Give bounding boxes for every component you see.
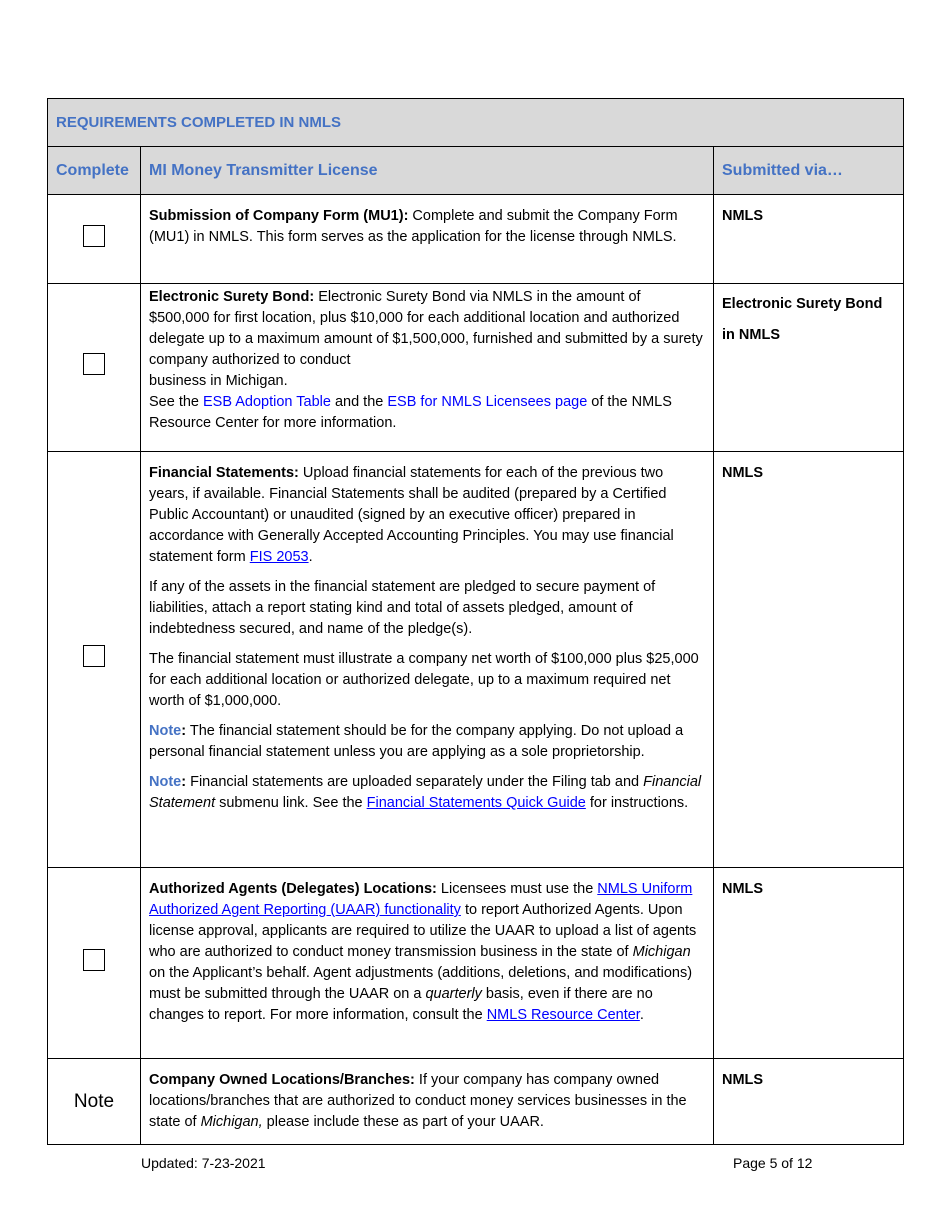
financial-note-1 [149, 721, 705, 763]
financial-para-2: If any of the assets in the financial statement are pledged to secure payment of liabilities, attach a report stating kind and total of assets pledged, amount of indebtedness secured, and name of the pledge(s). [149, 579, 656, 637]
table-row [48, 1059, 904, 1145]
requirement-text: basis, even if there are no changes to report. For more information, consult the [149, 986, 653, 1023]
nmls-resource-center-link[interactable]: NMLS Resource Center [486, 1007, 640, 1023]
requirement-text: Electronic Surety Bond via NMLS in the amount of $500,000 for first location, plus $10,000 for each additional location and authorized delegate up to a maximum amount of $1,500,000, furnished and submitted by a surety company authorized to conduct [149, 289, 703, 368]
complete-cell [48, 284, 141, 452]
via-line-2: in NMLS [722, 327, 780, 343]
financial-para-3: The financial statement must illustrate a company net worth of $100,000 plus $25,000 for each additional location or authorized delegate, up to a maximum required net worth of $1,000,000. [149, 651, 699, 709]
requirement-heading: Authorized Agents (Delegates) Locations: [149, 881, 437, 897]
note-italic: Financial Statement [149, 774, 702, 811]
header-submitted-via: Submitted via… [714, 147, 904, 195]
table-row [48, 868, 904, 1059]
requirement-heading: Financial Statements: [149, 465, 299, 481]
table-title: REQUIREMENTS COMPLETED IN NMLS [48, 99, 904, 147]
note-text: The financial statement should be for the company applying. Do not upload a personal financial statement unless you are applying as a sole proprietorship. [149, 723, 684, 760]
uaar-functionality-link[interactable]: NMLS Uniform Authorized Agent Reporting (UAAR) functionality [149, 881, 693, 918]
italic-state: Michigan, [200, 1114, 263, 1130]
table-title-row [48, 99, 904, 147]
requirement-text: on the Applicant’s behalf. Agent adjustments (additions, deletions, and modifications) must be submitted through the UAAR on a [149, 965, 693, 1002]
esb-licensees-page-link[interactable]: ESB for NMLS Licensees page [387, 394, 588, 410]
note-text: submenu link. See the [215, 795, 367, 811]
financial-statements-quick-guide-link[interactable]: Financial Statements Quick Guide [366, 795, 586, 811]
requirement-heading: Electronic Surety Bond: [149, 289, 315, 305]
note-cell: Note [48, 1059, 141, 1145]
note-colon: : [181, 774, 187, 790]
requirement-heading: Company Owned Locations/Branches: [149, 1072, 415, 1088]
submitted-via-cell: NMLS [714, 195, 904, 284]
table-row [48, 284, 904, 452]
requirements-table [47, 98, 904, 1145]
complete-cell [48, 452, 141, 868]
submitted-via-cell: NMLS [714, 1059, 904, 1145]
footer-page-number: Page 5 of 12 [733, 1155, 813, 1171]
surety-bond-checkbox[interactable] [83, 353, 105, 375]
complete-cell [48, 868, 141, 1059]
table-row [48, 195, 904, 284]
requirement-cell [141, 284, 714, 452]
requirement-cell [141, 195, 714, 284]
mu1-checkbox[interactable] [83, 225, 105, 247]
header-complete: Complete [48, 147, 141, 195]
footer-updated: Updated: 7-23-2021 [141, 1155, 266, 1171]
requirement-text: to report Authorized Agents. Upon license approval, applicants are required to utilize the UAAR to upload a list of agents who are authorized to conduct money transmission business in the state of [149, 902, 697, 960]
requirement-cell [141, 452, 714, 868]
table-row [48, 452, 904, 868]
submitted-via-cell: NMLS [714, 868, 904, 1059]
esb-adoption-table-link[interactable]: ESB Adoption Table [203, 394, 331, 410]
link-joiner: and the [330, 394, 388, 410]
submitted-via-cell [714, 284, 904, 452]
see-prefix: See the [149, 394, 204, 410]
note-colon: : [181, 723, 187, 739]
requirement-cell [141, 1059, 714, 1145]
table-header-row [48, 147, 904, 195]
fis-2053-link[interactable]: FIS 2053 [249, 549, 309, 565]
financial-para-1 [149, 463, 705, 568]
period: . [308, 549, 313, 565]
requirement-cell [141, 868, 714, 1059]
submitted-via-cell: NMLS [714, 452, 904, 868]
italic-quarterly: quarterly [425, 986, 482, 1002]
via-line-1: Electronic Surety Bond [722, 296, 883, 312]
financial-statements-checkbox[interactable] [83, 645, 105, 667]
financial-note-2 [149, 772, 705, 814]
header-license: MI Money Transmitter License [141, 147, 714, 195]
period: . [639, 1007, 644, 1023]
note-label: Note [149, 774, 182, 790]
note-text: Financial statements are uploaded separately under the Filing tab and [186, 774, 644, 790]
note-label: Note [149, 723, 182, 739]
requirement-text: If your company has company owned locations/branches that are authorized to conduct money services businesses in the state of [149, 1072, 687, 1130]
requirement-text-2: business in Michigan. [149, 373, 288, 389]
complete-cell [48, 195, 141, 284]
note-text: for instructions. [585, 795, 689, 811]
requirement-text: please include these as part of your UAAR. [262, 1114, 544, 1130]
see-suffix: of the NMLS Resource Center for more information. [149, 394, 672, 431]
requirement-heading: Submission of Company Form (MU1): [149, 208, 409, 224]
italic-state: Michigan [632, 944, 691, 960]
requirement-text: Complete and submit the Company Form (MU1) in NMLS. This form serves as the application for the license through NMLS. [149, 208, 678, 245]
authorized-agents-checkbox[interactable] [83, 949, 105, 971]
requirement-text: Licensees must use the [436, 881, 598, 897]
requirement-text: Upload financial statements for each of the previous two years, if available. Financial Statements shall be audited (prepared by a Certified Public Accountant) or unaudited (signed by an executive officer) prepared in accordance with Generally Accepted Accounting Principles. You may use financial statement form [149, 465, 674, 565]
